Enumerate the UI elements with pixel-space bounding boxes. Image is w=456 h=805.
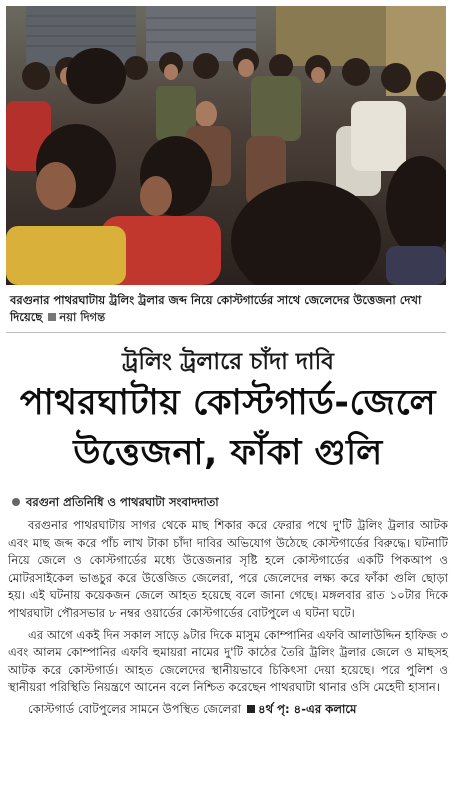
paragraph-3 <box>8 701 448 719</box>
byline <box>12 494 442 513</box>
article-body <box>8 517 448 723</box>
headline-line-1: পাথরঘাটায় কোস্টগার্ড-জেলে <box>19 383 437 423</box>
caption-text: বরগুনার পাথরঘাটায় ট্রলিং ট্রলার জব্দ নিয়ে কোস্টগার্ডের সাথে জেলেদের উত্তেজনা দেখা দিয়েছে <box>10 293 422 324</box>
paragraph-2: এর আগে একই দিন সকাল সাড়ে ৯টার দিকে মাসুম কোম্পানির এফবি আলাউদ্দিন হাফিজ ৩ এবং আলম কোম্পানির এফবি হুমায়রা নামের দু'টি কাঠের তৈরি ট্রলিং ট্রলার জেলে ও মাছসহ আটক করে কোস্টগার্ড। আহত জেলেদের স্থানীয়ভাবে চিকিৎসা দেয়া হয়েছে। পরে পুলিশ ও স্থানীয়রা পরিস্থিতি নিয়ন্ত্রণে আনেন বলে নিশ্চিত করেছেন পাথরঘাটা থানার ওসি মেহেদী হাসান। <box>8 627 448 695</box>
paragraph-1: বরগুনার পাথরঘাটায় সাগর থেকে মাছ শিকার করে ফেরার পথে দু'টি ট্রলিং ট্রলার আটক এবং মাছ জব্দ করে পাঁচ লাখ টাকা চাঁদা দাবির অভিযোগ উঠেছে কোস্টগার্ডের বিরুদ্ধে। ঘটনাটি নিয়ে জেলে ও কোস্টগার্ডের মধ্যে উত্তেজনার সৃষ্টি হলে কোস্টগার্ডের একটি পিকআপ ও মোটরসাইকেল ভাঙচুর করে উত্তেজিত জেলেরা, পরে জেলেদের লক্ষ্য করে ফাঁকা গুলি ছোড়া হয়। এই ঘটনায় কয়েকজন জেলে আহত হয়েছে বলে জানা গেছে। মঙ্গলবার রাত ১০টার দিকে পাথরঘাটা পৌরসভার ৮ নম্বর ওয়ার্ডের কোস্টগার্ডের বোটপুলে এ ঘটনা ঘটে। <box>8 518 448 620</box>
photo-caption <box>10 292 446 326</box>
news-photo <box>6 6 446 285</box>
square-bullet-icon <box>48 313 56 321</box>
crowd-photo-illustration <box>6 6 446 285</box>
main-headline <box>0 378 456 478</box>
byline-text: বরগুনা প্রতিনিধি ও পাথরঘাটা সংবাদদাতা <box>26 495 219 509</box>
square-bullet-icon <box>247 705 255 713</box>
bullet-dot-icon <box>12 498 20 506</box>
photo-credit: নয়া দিগন্ত <box>59 310 106 324</box>
continued-note <box>247 702 356 716</box>
divider <box>6 332 446 333</box>
paragraph-3-text: কোস্টগার্ড বোটপুলের সামনে উপস্থিত জেলেরা <box>28 701 242 716</box>
headline-line-2: উত্তেজনা, ফাঁকা গুলি <box>73 433 383 473</box>
kicker-headline: ট্রলিং ট্রলারে চাঁদা দাবি <box>122 349 334 375</box>
continued-text: ৪র্থ পৃ: ৪-এর কলামে <box>258 701 357 716</box>
